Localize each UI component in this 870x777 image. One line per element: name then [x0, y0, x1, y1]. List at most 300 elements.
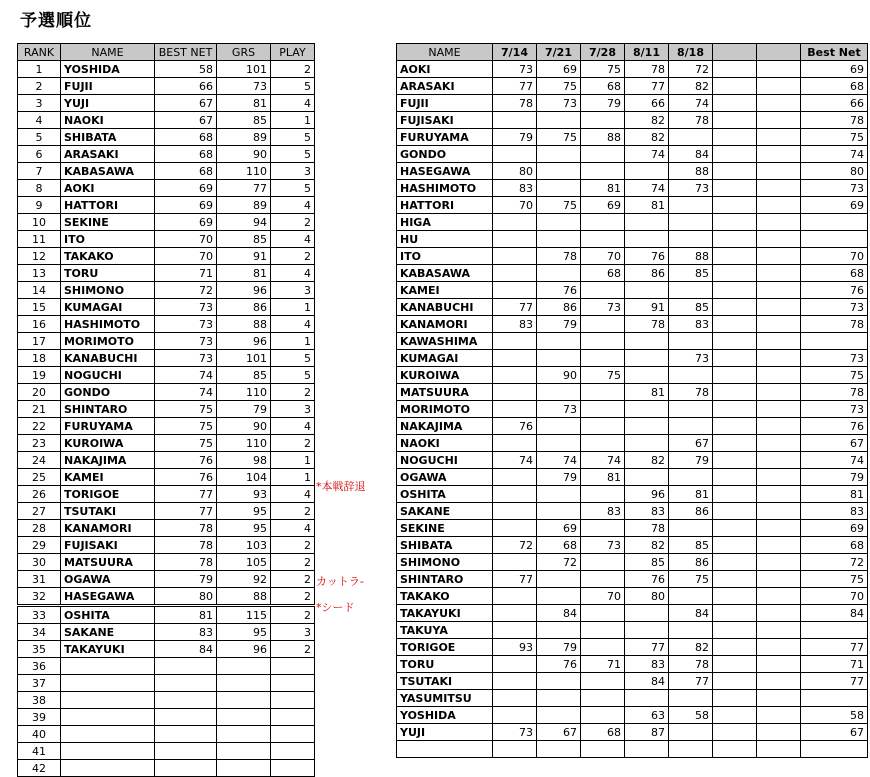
score-cell: 80 — [493, 163, 537, 180]
score-cell: 83 — [581, 503, 625, 520]
table-row — [397, 316, 868, 333]
grs-cell — [217, 709, 271, 726]
name-cell: HATTORI — [61, 197, 155, 214]
ranking-table — [17, 43, 315, 777]
score-cell: 78 — [493, 95, 537, 112]
score-cell — [757, 299, 801, 316]
name-cell: HASHIMOTO — [61, 316, 155, 333]
score-cell: 79 — [537, 469, 581, 486]
score-cell — [537, 333, 581, 350]
score-cell — [757, 350, 801, 367]
best-net-cell: 74 — [801, 452, 868, 469]
name-cell: TSUTAKI — [397, 673, 493, 690]
score-cell — [625, 367, 669, 384]
rank-cell: 39 — [18, 709, 61, 726]
play-cell: 2 — [271, 61, 315, 78]
score-cell — [713, 503, 757, 520]
score-cell — [757, 265, 801, 282]
score-cell: 77 — [669, 673, 713, 690]
name-cell: SEKINE — [61, 214, 155, 231]
score-cell: 73 — [493, 61, 537, 78]
score-cell — [757, 503, 801, 520]
score-cell — [713, 673, 757, 690]
best-net-cell: 75 — [155, 401, 217, 418]
table-row — [397, 724, 868, 741]
score-cell: 82 — [625, 112, 669, 129]
score-cell — [713, 435, 757, 452]
best-net-cell: 70 — [801, 248, 868, 265]
score-cell — [757, 248, 801, 265]
score-cell — [537, 673, 581, 690]
rank-cell: 13 — [18, 265, 61, 282]
score-cell: 74 — [625, 180, 669, 197]
score-cell: 74 — [669, 95, 713, 112]
name-cell: NAOKI — [397, 435, 493, 452]
score-cell: 68 — [581, 265, 625, 282]
scores-table — [396, 43, 868, 758]
best-net-cell: 73 — [801, 299, 868, 316]
score-cell — [493, 384, 537, 401]
play-cell: 5 — [271, 367, 315, 384]
score-cell: 74 — [493, 452, 537, 469]
best-net-cell: 73 — [155, 316, 217, 333]
score-cell — [713, 367, 757, 384]
note-withdrawn: *本戦辞退 — [316, 480, 366, 493]
best-net-cell: 78 — [155, 554, 217, 571]
table-row — [18, 435, 315, 452]
score-cell — [537, 214, 581, 231]
grs-cell: 96 — [217, 641, 271, 658]
score-cell — [493, 486, 537, 503]
score-cell — [713, 248, 757, 265]
score-cell — [757, 146, 801, 163]
score-cell — [537, 707, 581, 724]
note-seed: *シード — [316, 601, 355, 614]
best-net-cell: 83 — [801, 503, 868, 520]
name-cell: HU — [397, 231, 493, 248]
score-cell — [669, 333, 713, 350]
score-cell: 63 — [625, 707, 669, 724]
name-cell: KUROIWA — [61, 435, 155, 452]
name-cell: NOGUCHI — [61, 367, 155, 384]
rank-cell: 34 — [18, 624, 61, 641]
best-net-cell: 68 — [155, 163, 217, 180]
score-cell: 68 — [537, 537, 581, 554]
score-cell — [493, 656, 537, 673]
table-row — [397, 367, 868, 384]
grs-cell: 96 — [217, 282, 271, 299]
score-cell: 73 — [537, 401, 581, 418]
score-cell — [581, 418, 625, 435]
table-row — [397, 588, 868, 605]
score-cell — [581, 741, 625, 758]
score-cell — [757, 61, 801, 78]
rank-cell: 18 — [18, 350, 61, 367]
score-cell: 82 — [669, 78, 713, 95]
score-cell — [713, 197, 757, 214]
name-cell: KANABUCHI — [61, 350, 155, 367]
score-cell: 79 — [537, 316, 581, 333]
score-cell — [493, 707, 537, 724]
score-cell — [581, 435, 625, 452]
score-cell: 85 — [669, 299, 713, 316]
score-cell — [669, 231, 713, 248]
play-cell: 2 — [271, 571, 315, 588]
score-cell — [757, 333, 801, 350]
best-net-cell: 66 — [801, 95, 868, 112]
score-cell — [669, 129, 713, 146]
score-cell — [713, 282, 757, 299]
score-cell — [537, 112, 581, 129]
score-cell: 76 — [537, 282, 581, 299]
grs-cell: 89 — [217, 129, 271, 146]
table-row — [397, 384, 868, 401]
score-cell — [713, 265, 757, 282]
table-row — [397, 180, 868, 197]
score-cell — [713, 146, 757, 163]
score-cell: 79 — [493, 129, 537, 146]
score-cell — [757, 639, 801, 656]
score-cell: 71 — [581, 656, 625, 673]
best-net-cell: 74 — [155, 367, 217, 384]
name-cell — [61, 726, 155, 743]
best-net-cell: 78 — [155, 520, 217, 537]
score-cell — [537, 163, 581, 180]
score-cell — [757, 231, 801, 248]
best-net-cell: 75 — [801, 129, 868, 146]
table-row — [397, 78, 868, 95]
score-cell — [581, 316, 625, 333]
score-cell — [537, 741, 581, 758]
table-row — [18, 486, 315, 503]
best-net-cell: 81 — [155, 606, 217, 624]
score-cell — [493, 333, 537, 350]
name-cell: HATTORI — [397, 197, 493, 214]
play-cell: 2 — [271, 384, 315, 401]
score-cell — [713, 571, 757, 588]
score-cell: 72 — [493, 537, 537, 554]
name-cell: KABASAWA — [397, 265, 493, 282]
table-row — [18, 163, 315, 180]
score-cell — [625, 605, 669, 622]
score-cell — [537, 435, 581, 452]
rank-cell: 29 — [18, 537, 61, 554]
score-cell — [757, 214, 801, 231]
best-net-cell: 84 — [155, 641, 217, 658]
score-cell — [713, 486, 757, 503]
score-cell: 85 — [669, 265, 713, 282]
table-row — [397, 639, 868, 656]
play-cell: 3 — [271, 163, 315, 180]
table-row — [397, 622, 868, 639]
score-cell: 80 — [625, 588, 669, 605]
grs-cell — [217, 743, 271, 760]
score-cell — [757, 520, 801, 537]
rank-cell: 14 — [18, 282, 61, 299]
best-net-cell: 68 — [155, 146, 217, 163]
score-cell: 82 — [625, 129, 669, 146]
name-cell: AOKI — [61, 180, 155, 197]
best-net-cell: 74 — [155, 384, 217, 401]
score-cell — [669, 418, 713, 435]
rank-cell: 40 — [18, 726, 61, 743]
score-cell: 75 — [537, 129, 581, 146]
score-cell — [713, 605, 757, 622]
play-cell: 5 — [271, 180, 315, 197]
table-row — [18, 146, 315, 163]
table-row — [397, 469, 868, 486]
best-net-cell — [801, 622, 868, 639]
name-cell: KUMAGAI — [397, 350, 493, 367]
grs-cell: 101 — [217, 350, 271, 367]
best-net-cell: 70 — [155, 248, 217, 265]
score-cell: 75 — [581, 367, 625, 384]
score-cell: 68 — [581, 78, 625, 95]
score-cell — [669, 282, 713, 299]
grs-cell: 104 — [217, 469, 271, 486]
best-net-cell: 77 — [801, 673, 868, 690]
table-row — [397, 673, 868, 690]
name-cell: FUJII — [61, 78, 155, 95]
score-cell — [669, 520, 713, 537]
best-net-cell — [801, 231, 868, 248]
score-cell: 69 — [537, 61, 581, 78]
score-cell — [757, 95, 801, 112]
name-cell: SHINTARO — [61, 401, 155, 418]
best-net-cell — [801, 333, 868, 350]
name-cell: ARASAKI — [397, 78, 493, 95]
play-cell — [271, 692, 315, 709]
play-cell: 4 — [271, 486, 315, 503]
play-cell: 5 — [271, 78, 315, 95]
score-cell — [669, 690, 713, 707]
name-cell — [61, 658, 155, 675]
score-cell — [757, 78, 801, 95]
best-net-cell — [801, 690, 868, 707]
score-cell — [493, 265, 537, 282]
play-cell: 2 — [271, 248, 315, 265]
table-row — [18, 571, 315, 588]
play-cell: 5 — [271, 129, 315, 146]
score-cell — [493, 282, 537, 299]
score-cell: 83 — [493, 180, 537, 197]
name-cell: TORU — [397, 656, 493, 673]
name-cell — [397, 741, 493, 758]
ranking-header-row — [18, 44, 315, 61]
score-cell — [757, 673, 801, 690]
score-cell — [537, 486, 581, 503]
score-cell — [713, 401, 757, 418]
score-cell — [581, 690, 625, 707]
header-date: 7/14 — [493, 44, 537, 61]
score-cell — [493, 554, 537, 571]
score-cell — [625, 350, 669, 367]
score-cell: 77 — [493, 571, 537, 588]
score-cell — [713, 554, 757, 571]
name-cell: SHIMONO — [397, 554, 493, 571]
table-row — [18, 503, 315, 520]
rank-cell: 35 — [18, 641, 61, 658]
score-cell — [757, 163, 801, 180]
score-cell — [757, 401, 801, 418]
score-cell — [757, 486, 801, 503]
best-net-cell: 75 — [801, 571, 868, 588]
score-cell: 74 — [537, 452, 581, 469]
best-net-cell: 76 — [155, 452, 217, 469]
play-cell — [271, 675, 315, 692]
best-net-cell: 77 — [801, 639, 868, 656]
score-cell: 70 — [581, 248, 625, 265]
name-cell: YOSHIDA — [397, 707, 493, 724]
grs-cell: 95 — [217, 624, 271, 641]
table-row — [18, 401, 315, 418]
best-net-cell — [155, 709, 217, 726]
score-cell — [493, 520, 537, 537]
rank-cell: 7 — [18, 163, 61, 180]
name-cell: TAKUYA — [397, 622, 493, 639]
grs-cell — [217, 692, 271, 709]
table-row — [18, 367, 315, 384]
header-best-net: Best Net — [801, 44, 868, 61]
play-cell: 4 — [271, 197, 315, 214]
table-row — [18, 316, 315, 333]
table-row — [397, 112, 868, 129]
best-net-cell: 70 — [801, 588, 868, 605]
name-cell: TSUTAKI — [61, 503, 155, 520]
name-cell: KABASAWA — [61, 163, 155, 180]
score-cell — [537, 384, 581, 401]
score-cell — [713, 418, 757, 435]
table-row — [397, 656, 868, 673]
name-cell: TAKAYUKI — [61, 641, 155, 658]
rank-cell: 3 — [18, 95, 61, 112]
score-cell: 73 — [669, 350, 713, 367]
score-cell: 83 — [493, 316, 537, 333]
play-cell: 3 — [271, 624, 315, 641]
name-cell: GONDO — [61, 384, 155, 401]
score-cell: 74 — [581, 452, 625, 469]
score-cell — [537, 622, 581, 639]
name-cell: MATSUURA — [397, 384, 493, 401]
rank-cell: 11 — [18, 231, 61, 248]
table-row — [18, 299, 315, 316]
score-cell: 73 — [493, 724, 537, 741]
table-row — [397, 248, 868, 265]
score-cell — [713, 639, 757, 656]
name-cell: OSHITA — [397, 486, 493, 503]
score-cell — [625, 214, 669, 231]
table-row — [397, 435, 868, 452]
best-net-cell: 78 — [801, 384, 868, 401]
score-cell: 75 — [669, 571, 713, 588]
best-net-cell: 67 — [801, 724, 868, 741]
name-cell: SEKINE — [397, 520, 493, 537]
score-cell — [713, 707, 757, 724]
play-cell: 2 — [271, 588, 315, 606]
score-cell: 82 — [669, 639, 713, 656]
grs-cell: 85 — [217, 112, 271, 129]
rank-cell: 1 — [18, 61, 61, 78]
grs-cell — [217, 726, 271, 743]
score-cell: 78 — [669, 112, 713, 129]
score-cell: 74 — [625, 146, 669, 163]
best-net-cell: 69 — [801, 197, 868, 214]
play-cell — [271, 709, 315, 726]
play-cell: 1 — [271, 299, 315, 316]
score-cell: 88 — [669, 248, 713, 265]
score-cell: 75 — [537, 78, 581, 95]
rank-cell: 27 — [18, 503, 61, 520]
score-cell — [713, 214, 757, 231]
score-cell: 78 — [537, 248, 581, 265]
score-cell — [757, 741, 801, 758]
score-cell — [493, 622, 537, 639]
score-cell — [493, 435, 537, 452]
name-cell — [61, 743, 155, 760]
name-cell: TAKAKO — [397, 588, 493, 605]
header-empty — [713, 44, 757, 61]
table-row — [397, 214, 868, 231]
score-cell: 72 — [537, 554, 581, 571]
score-cell — [493, 469, 537, 486]
score-cell — [581, 333, 625, 350]
score-cell — [669, 741, 713, 758]
score-cell — [581, 231, 625, 248]
best-net-cell: 76 — [801, 282, 868, 299]
play-cell — [271, 760, 315, 777]
header-best-net: BEST NET — [155, 44, 217, 61]
table-row — [18, 214, 315, 231]
score-cell: 83 — [625, 503, 669, 520]
table-row — [18, 180, 315, 197]
score-cell — [581, 401, 625, 418]
score-cell: 76 — [625, 248, 669, 265]
score-cell — [581, 520, 625, 537]
score-cell — [581, 282, 625, 299]
rank-cell: 42 — [18, 760, 61, 777]
score-cell — [581, 384, 625, 401]
table-row — [397, 231, 868, 248]
rank-cell: 37 — [18, 675, 61, 692]
grs-cell: 88 — [217, 588, 271, 606]
name-cell: AOKI — [397, 61, 493, 78]
score-cell — [757, 435, 801, 452]
name-cell: KANAMORI — [61, 520, 155, 537]
rank-cell: 22 — [18, 418, 61, 435]
play-cell: 2 — [271, 641, 315, 658]
name-cell — [61, 692, 155, 709]
score-cell: 81 — [669, 486, 713, 503]
score-cell: 84 — [669, 605, 713, 622]
score-cell — [757, 384, 801, 401]
table-row — [18, 350, 315, 367]
score-cell — [713, 741, 757, 758]
header-grs: GRS — [217, 44, 271, 61]
grs-cell: 110 — [217, 384, 271, 401]
best-net-cell: 67 — [155, 95, 217, 112]
best-net-cell: 69 — [155, 197, 217, 214]
name-cell: KUMAGAI — [61, 299, 155, 316]
score-cell: 78 — [625, 61, 669, 78]
score-cell: 81 — [581, 469, 625, 486]
score-cell: 81 — [581, 180, 625, 197]
score-cell: 70 — [493, 197, 537, 214]
grs-cell: 86 — [217, 299, 271, 316]
score-cell — [713, 350, 757, 367]
score-cell: 81 — [625, 197, 669, 214]
score-cell — [537, 588, 581, 605]
name-cell: TORIGOE — [397, 639, 493, 656]
